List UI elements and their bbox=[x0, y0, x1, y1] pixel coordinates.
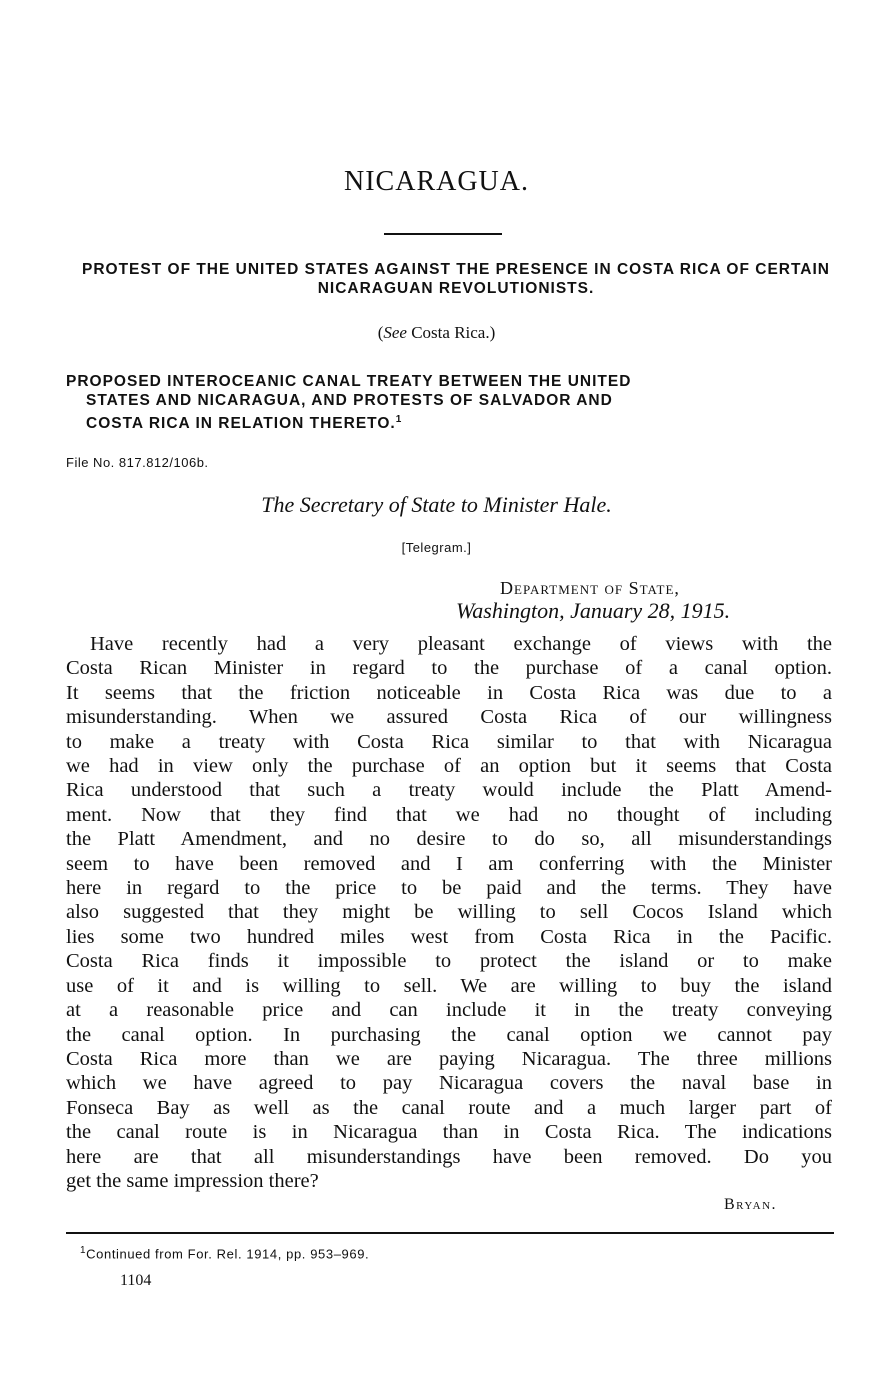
footnote-text: Continued from For. Rel. 1914, pp. 953–969. bbox=[86, 1246, 370, 1262]
dateline: Washington, January 28, 1915. bbox=[456, 598, 731, 623]
section-heading-protest: PROTEST OF THE UNITED STATES AGAINST THE PRESENCE IN COSTA RICA OF CERTAIN NICARAGUAN REVOLUTIONISTS. bbox=[82, 261, 830, 297]
heading-line-last bbox=[66, 410, 841, 433]
body-line: seem to have been removed and I am conferring with the Minister bbox=[66, 852, 832, 875]
title-divider bbox=[384, 233, 502, 235]
body-line: the canal route is in Nicaragua than in Costa Rica. The indications bbox=[66, 1121, 832, 1144]
file-number: File No. 817.812/106b. bbox=[66, 455, 209, 470]
body-line: here are that all misunderstandings have been removed. Do you bbox=[66, 1145, 832, 1168]
footnote-marker: 1 bbox=[80, 1245, 87, 1256]
footnote-divider bbox=[66, 1232, 834, 1234]
footnote-marker: 1 bbox=[395, 414, 403, 425]
body-line: Fonseca Bay as well as the canal route and a much larger part of bbox=[66, 1096, 832, 1119]
telegram-body bbox=[66, 632, 832, 1193]
document-addressee: The Secretary of State to Minister Hale. bbox=[261, 492, 612, 517]
body-line: at a reasonable price and can include it in the treaty conveying bbox=[66, 999, 832, 1022]
body-line: the canal option. In purchasing the canal option we cannot pay bbox=[66, 1023, 832, 1046]
body-line: lies some two hundred miles west from Costa Rica in the Pacific. bbox=[66, 925, 832, 948]
section-heading-treaty bbox=[66, 372, 841, 433]
body-line: Costa Rica finds it impossible to protect the island or to make bbox=[66, 950, 832, 973]
see-reference: Costa Rica. bbox=[411, 323, 490, 342]
page-title: NICARAGUA. bbox=[344, 166, 529, 197]
body-line: It seems that the friction noticeable in Costa Rica was due to a bbox=[66, 681, 832, 704]
body-line: Rica understood that such a treaty would include the Platt Amend- bbox=[66, 779, 832, 802]
body-line: here in regard to the price to be paid and the terms. They have bbox=[66, 877, 832, 900]
body-line: get the same impression there? bbox=[66, 1169, 319, 1192]
body-line: to make a treaty with Costa Rica similar to that with Nicaragua bbox=[66, 730, 832, 753]
body-line: use of it and is willing to sell. We are willing to buy the island bbox=[66, 974, 832, 997]
heading-line-text: COSTA RICA IN RELATION THERETO. bbox=[86, 415, 396, 433]
body-line: also suggested that they might be willing to sell Cocos Island which bbox=[66, 901, 832, 924]
body-line: Costa Rican Minister in regard to the purchase of a canal option. bbox=[66, 657, 832, 680]
body-line: we had in view only the purchase of an option but it seems that Costa bbox=[66, 755, 832, 778]
department-line bbox=[500, 578, 680, 599]
see-word: See bbox=[383, 323, 407, 342]
heading-line: STATES AND NICARAGUA, AND PROTESTS OF SALVADOR AND bbox=[86, 392, 613, 409]
signature-text: Bryan. bbox=[724, 1196, 778, 1213]
heading-line: PROPOSED INTEROCEANIC CANAL TREATY BETWEEN THE UNITED bbox=[66, 373, 632, 390]
telegram-label: [Telegram.] bbox=[401, 540, 472, 555]
body-line: the Platt Amendment, and no desire to do so, all misunderstandings bbox=[66, 828, 832, 851]
see-also-note: (See Costa Rica.) bbox=[377, 323, 496, 342]
department-text: Department of State, bbox=[500, 578, 680, 598]
body-line: which we have agreed to pay Nicaragua covers the naval base in bbox=[66, 1072, 832, 1095]
signature bbox=[724, 1196, 777, 1214]
body-line: ment. Now that they find that we had no thought of including bbox=[66, 803, 832, 826]
body-line: Have recently had a very pleasant exchange of views with the bbox=[90, 633, 832, 655]
footnote bbox=[80, 1245, 369, 1261]
page-number: 1104 bbox=[120, 1272, 152, 1289]
body-line: Costa Rica more than we are paying Nicaragua. The three millions bbox=[66, 1047, 832, 1070]
body-line: misunderstanding. When we assured Costa Rica of our willingness bbox=[66, 706, 832, 729]
